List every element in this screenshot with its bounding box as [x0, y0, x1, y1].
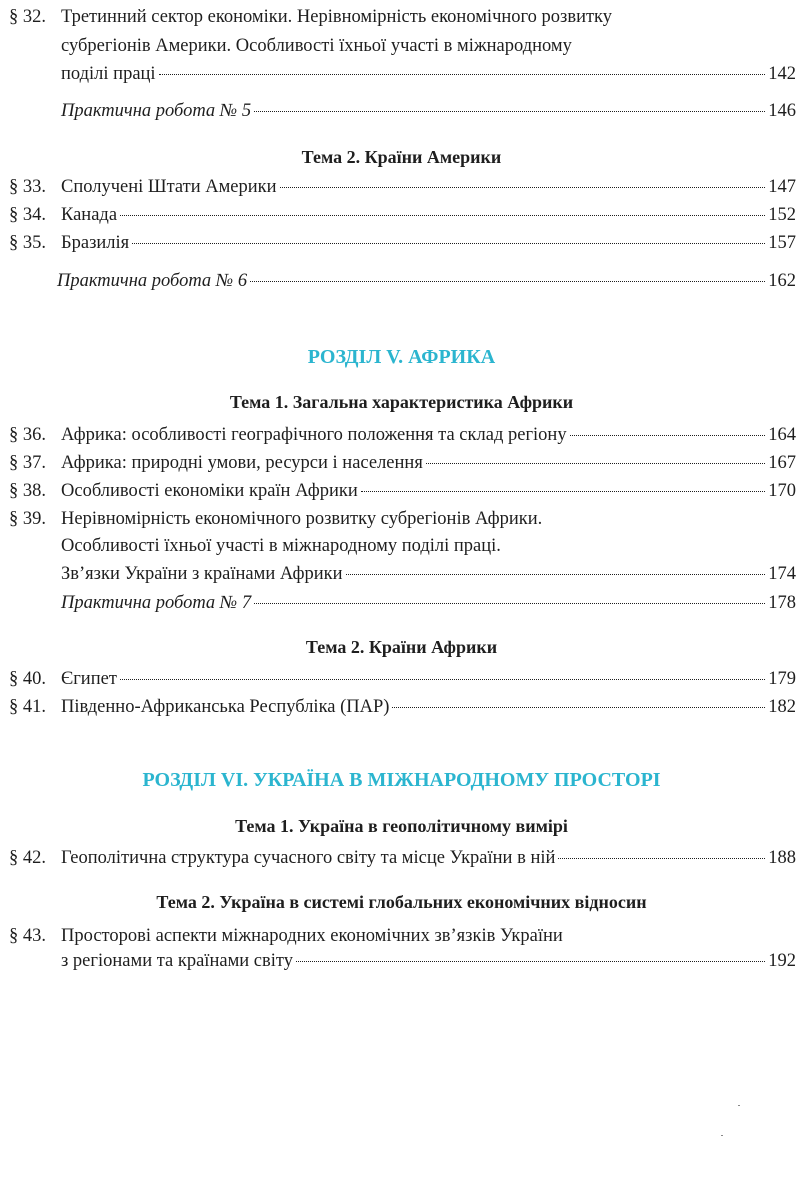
dot-leader — [361, 491, 766, 492]
entry-title: Африка: особливості географічного положення та склад регіону — [61, 425, 567, 445]
toc-entry-33[interactable] — [9, 176, 796, 198]
page-number: 188 — [768, 848, 796, 868]
toc-entry-36[interactable] — [9, 424, 796, 446]
page-number: 152 — [768, 205, 796, 225]
topic-heading: Тема 2. Україна в системі глобальних економічних відносин — [156, 892, 647, 912]
entry-number: § 33. — [9, 177, 46, 197]
entry-title: Південно-Африканська Республіка (ПАР) — [61, 697, 390, 717]
section-heading: РОЗДІЛ VI. УКРАЇНА В МІЖНАРОДНОМУ ПРОСТОРІ — [142, 769, 661, 791]
page-number: 178 — [768, 593, 796, 613]
entry-title: Бразилія — [61, 233, 130, 253]
entry-title: Особливості економіки країн Африки — [61, 481, 358, 501]
page-number: 179 — [768, 669, 796, 689]
toc-entry-35[interactable] — [9, 232, 796, 254]
page-number: 192 — [768, 951, 796, 971]
toc-entry-practical-6[interactable] — [57, 270, 796, 292]
topic-heading: Тема 2. Країни Америки — [301, 147, 502, 167]
dot-leader — [426, 463, 765, 464]
page-number: 142 — [768, 64, 796, 84]
toc-entry-40[interactable] — [9, 668, 796, 690]
entry-number: § 41. — [9, 697, 46, 717]
toc-entry-38[interactable] — [9, 480, 796, 502]
entry-title: Геополітична структура сучасного світу та місце України в ній — [61, 848, 556, 868]
dot-leader — [250, 281, 765, 282]
topic-heading: Тема 2. Країни Африки — [305, 637, 498, 657]
toc-entry-32[interactable] — [61, 63, 796, 85]
toc-entry-43[interactable] — [61, 950, 796, 972]
entry-title: Канада — [61, 205, 118, 225]
toc-entry-41[interactable] — [9, 696, 796, 718]
dot-leader — [159, 74, 766, 75]
entry-number: § 37. — [9, 453, 46, 473]
page-number: 146 — [768, 101, 796, 121]
dot-leader — [254, 603, 765, 604]
dot-leader — [132, 243, 765, 244]
entry-number: § 38. — [9, 481, 46, 501]
page-number: 164 — [768, 425, 796, 445]
toc-entry-42[interactable] — [9, 847, 796, 869]
entry-number: § 42. — [9, 848, 46, 868]
entry-number: § 43. — [9, 926, 46, 946]
toc-entry-37[interactable] — [9, 452, 796, 474]
entry-number: § 39. — [9, 509, 46, 529]
entry-number: § 36. — [9, 425, 46, 445]
entry-number: § 32. — [9, 7, 46, 27]
entry-title-line: Нерівномірність економічного розвитку субрегіонів Африки. — [61, 509, 543, 529]
entry-title: Практична робота № 7 — [61, 593, 252, 613]
scan-speck — [738, 1105, 740, 1106]
dot-leader — [254, 111, 765, 112]
dot-leader — [392, 707, 765, 708]
dot-leader — [120, 215, 765, 216]
entry-number: § 34. — [9, 205, 46, 225]
dot-leader — [570, 435, 766, 436]
entry-title-line: Зв’язки України з країнами Африки — [61, 564, 343, 584]
entry-title-line: субрегіонів Америки. Особливості їхньої участі в міжнародному — [61, 36, 572, 56]
entry-title-line: Просторові аспекти міжнародних економічних зв’язків України — [61, 926, 563, 946]
page-number: 174 — [768, 564, 796, 584]
entry-title-line: з регіонами та країнами світу — [61, 951, 293, 971]
dot-leader — [346, 574, 766, 575]
page-number: 170 — [768, 481, 796, 501]
page-number: 167 — [768, 453, 796, 473]
page-number: 157 — [768, 233, 796, 253]
section-heading: РОЗДІЛ V. АФРИКА — [307, 346, 496, 368]
dot-leader — [558, 858, 765, 859]
topic-heading: Тема 1. Загальна характеристика Африки — [229, 392, 574, 412]
entry-title: Африка: природні умови, ресурси і населення — [61, 453, 423, 473]
page-number: 182 — [768, 697, 796, 717]
dot-leader — [296, 961, 765, 962]
entry-title: Єгипет — [61, 669, 117, 689]
page-number: 162 — [768, 271, 796, 291]
scan-speck — [721, 1135, 723, 1136]
toc-entry-practical-7[interactable] — [61, 592, 796, 614]
dot-leader — [280, 187, 766, 188]
dot-leader — [120, 679, 765, 680]
entry-title-line: Третинний сектор економіки. Нерівномірність економічного розвитку — [61, 7, 613, 27]
entry-title-line: поділі праці — [61, 64, 156, 84]
entry-title-line: Особливості їхньої участі в міжнародному поділі праці. — [61, 536, 501, 556]
topic-heading: Тема 1. Україна в геополітичному вимірі — [235, 816, 568, 836]
entry-title: Практична робота № 5 — [61, 101, 252, 121]
entry-number: § 35. — [9, 233, 46, 253]
entry-title: Сполучені Штати Америки — [61, 177, 277, 197]
entry-number: § 40. — [9, 669, 46, 689]
toc-entry-39[interactable] — [61, 563, 796, 585]
toc-entry-practical-5[interactable] — [61, 100, 796, 122]
entry-title: Практична робота № 6 — [57, 271, 248, 291]
toc-entry-34[interactable] — [9, 204, 796, 226]
page-number: 147 — [768, 177, 796, 197]
